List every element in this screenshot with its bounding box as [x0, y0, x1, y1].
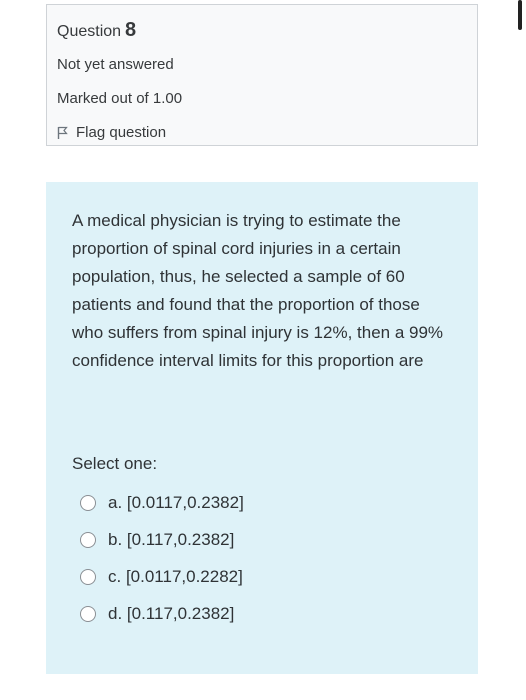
flag-question-label: Flag question — [76, 124, 167, 141]
answer-option-c[interactable] — [72, 558, 452, 595]
question-state: Not yet answered — [57, 56, 174, 73]
radio-button[interactable] — [80, 606, 96, 622]
answer-label: a. [0.0117,0.2382] — [108, 492, 244, 512]
question-title — [57, 19, 467, 43]
radio-button[interactable] — [80, 569, 96, 585]
question-label: Question — [57, 23, 122, 40]
question-number: 8 — [125, 19, 137, 41]
answer-option-d[interactable] — [72, 595, 452, 632]
answer-label: c. [0.0117,0.2282] — [108, 566, 243, 586]
answer-label: b. [0.117,0.2382] — [108, 529, 235, 549]
question-text: A medical physician is trying to estimate the proportion of spinal cord injuries in a certain population, thus, he selected a sample of 60 patients and found that the proportion of those who suffers from spinal injury is 12%, then a 99% confidence interval limits for this proportion are — [72, 211, 444, 370]
radio-button[interactable] — [80, 532, 96, 548]
flag-icon — [57, 126, 68, 140]
answer-label: d. [0.117,0.2382] — [108, 603, 235, 623]
radio-button[interactable] — [80, 495, 96, 511]
answer-options — [72, 484, 452, 632]
question-grade: Marked out of 1.00 — [57, 90, 183, 107]
flag-question-link[interactable] — [57, 124, 467, 141]
question-info-panel — [46, 4, 478, 146]
answer-option-b[interactable] — [72, 521, 452, 558]
answer-option-a[interactable] — [72, 484, 452, 521]
select-one-prompt: Select one: — [72, 454, 158, 473]
scrollbar[interactable] — [518, 0, 522, 30]
question-content — [46, 182, 478, 674]
